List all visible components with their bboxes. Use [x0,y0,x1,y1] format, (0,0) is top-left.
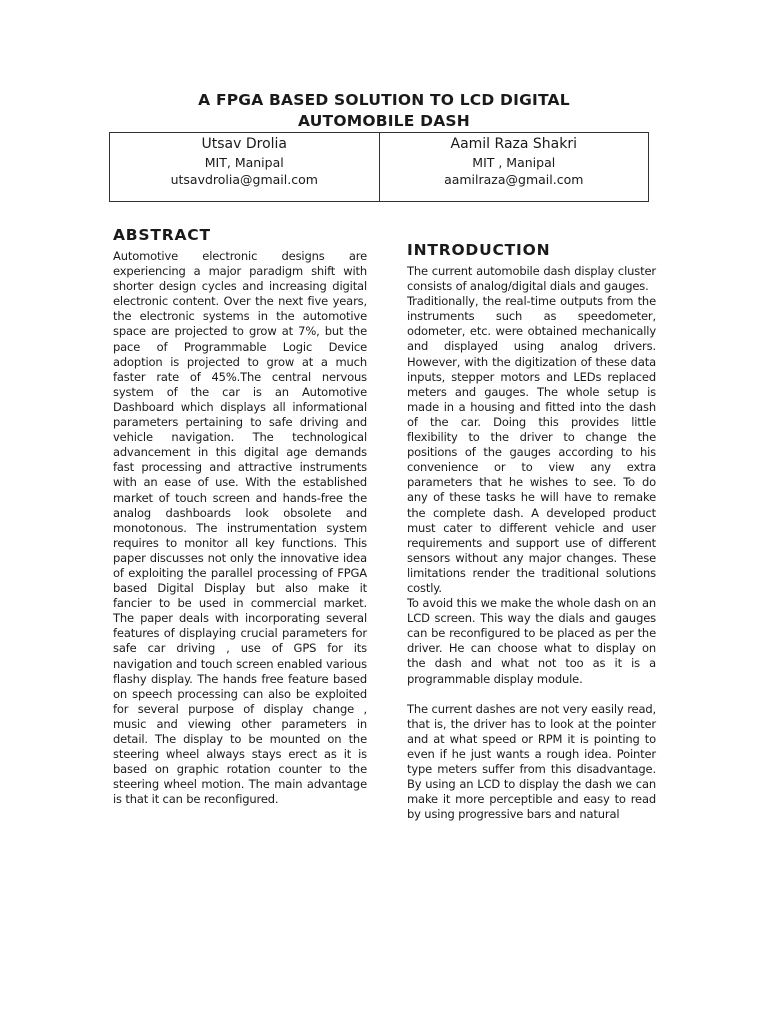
right-column [407,240,656,822]
introduction-heading: INTRODUCTION [407,241,551,259]
author-table [109,132,649,202]
intro-paragraph-4: The current dashes are not very easily read, that is, the driver has to look at the pointer and at what speed or RPM it is pointing to even if he just wants a rough idea. Pointer type meters suffer from this disadvantage. By using an LCD to display the dash we can make it more perceptible and easy to read by using progressive bars and natural [407,701,656,822]
abstract-text: Automotive electronic designs are experiencing a major paradigm shift with shorter design cycles and increasing digital electronic content. Over the next five years, the electronic systems in the automotive space are projected to grow at 7%, but the pace of Programmable Logic Device adoption is projected to grow at a much faster rate of 45%.The central nervous system of the car is an Automotive Dashboard which displays all informational parameters pertaining to safe driving and vehicle navigation. The technological advancement in this digital age demands fast processing and attractive instruments with an ease of use. With the established market of touch screen and hands-free the analog dashboards look obsolete and monotonous. The instrumentation system requires to monitor all key functions. This paper discusses not only the innovative idea of exploiting the parallel processing of FPGA based Digital Display but also make it fancier to be used in commercial market. The paper deals with incorporating several features of displaying crucial parameters for safe car driving , use of GPS for its navigation and touch screen enabled various flashy display. The hands free feature based on speech processing can also be exploited for several purpose of display change , music and viewing other parameters in detail. The display to be mounted on the steering wheel always stays erect as it is based on graphic rotation counter to the steering wheel motion. The main advantage is that it can be reconfigured. [113,249,367,807]
author-block-2 [379,133,649,201]
author-email: aamilraza@gmail.com [444,172,584,187]
title-line-2: AUTOMOBILE DASH [298,112,470,130]
author-block-1 [110,133,379,201]
author-name: Utsav Drolia [201,136,287,152]
intro-paragraph-3: To avoid this we make the whole dash on an LCD screen. This way the dials and gauges can be reconfigured to be placed as per the driver. He can choose what to display on the dash and what not too as it is a programmable display module. [407,596,656,686]
author-affiliation: MIT , Manipal [472,155,556,170]
abstract-heading: ABSTRACT [113,226,211,244]
author-name: Aamil Raza Shakri [450,136,577,152]
intro-paragraph-1: The current automobile dash display cluster consists of analog/digital dials and gauges. [407,264,656,294]
author-email: utsavdrolia@gmail.com [170,172,318,187]
intro-paragraph-2: Traditionally, the real-time outputs from the instruments such as speedometer, odometer, etc. were obtained mechanically and displayed using analog drivers. However, with the digitization of these data inputs, stepper motors and LEDs replaced meters and gauges. The whole setup is made in a housing and fitted into the dash of the car. Doing this provides little flexibility to the driver to change the positions of the gauges according to his convenience or to view any extra parameters that he wishes to see. To do any of these tasks he will have to remake the complete dash. A developed product must cater to different vehicle and user requirements and support use of different sensors without any major changes. These limitations render the traditional solutions costly. [407,294,656,595]
title-line-1: A FPGA BASED SOLUTION TO LCD DIGITAL [198,91,570,109]
left-column [113,225,367,807]
paper-title [0,90,768,132]
author-affiliation: MIT, Manipal [204,155,284,170]
